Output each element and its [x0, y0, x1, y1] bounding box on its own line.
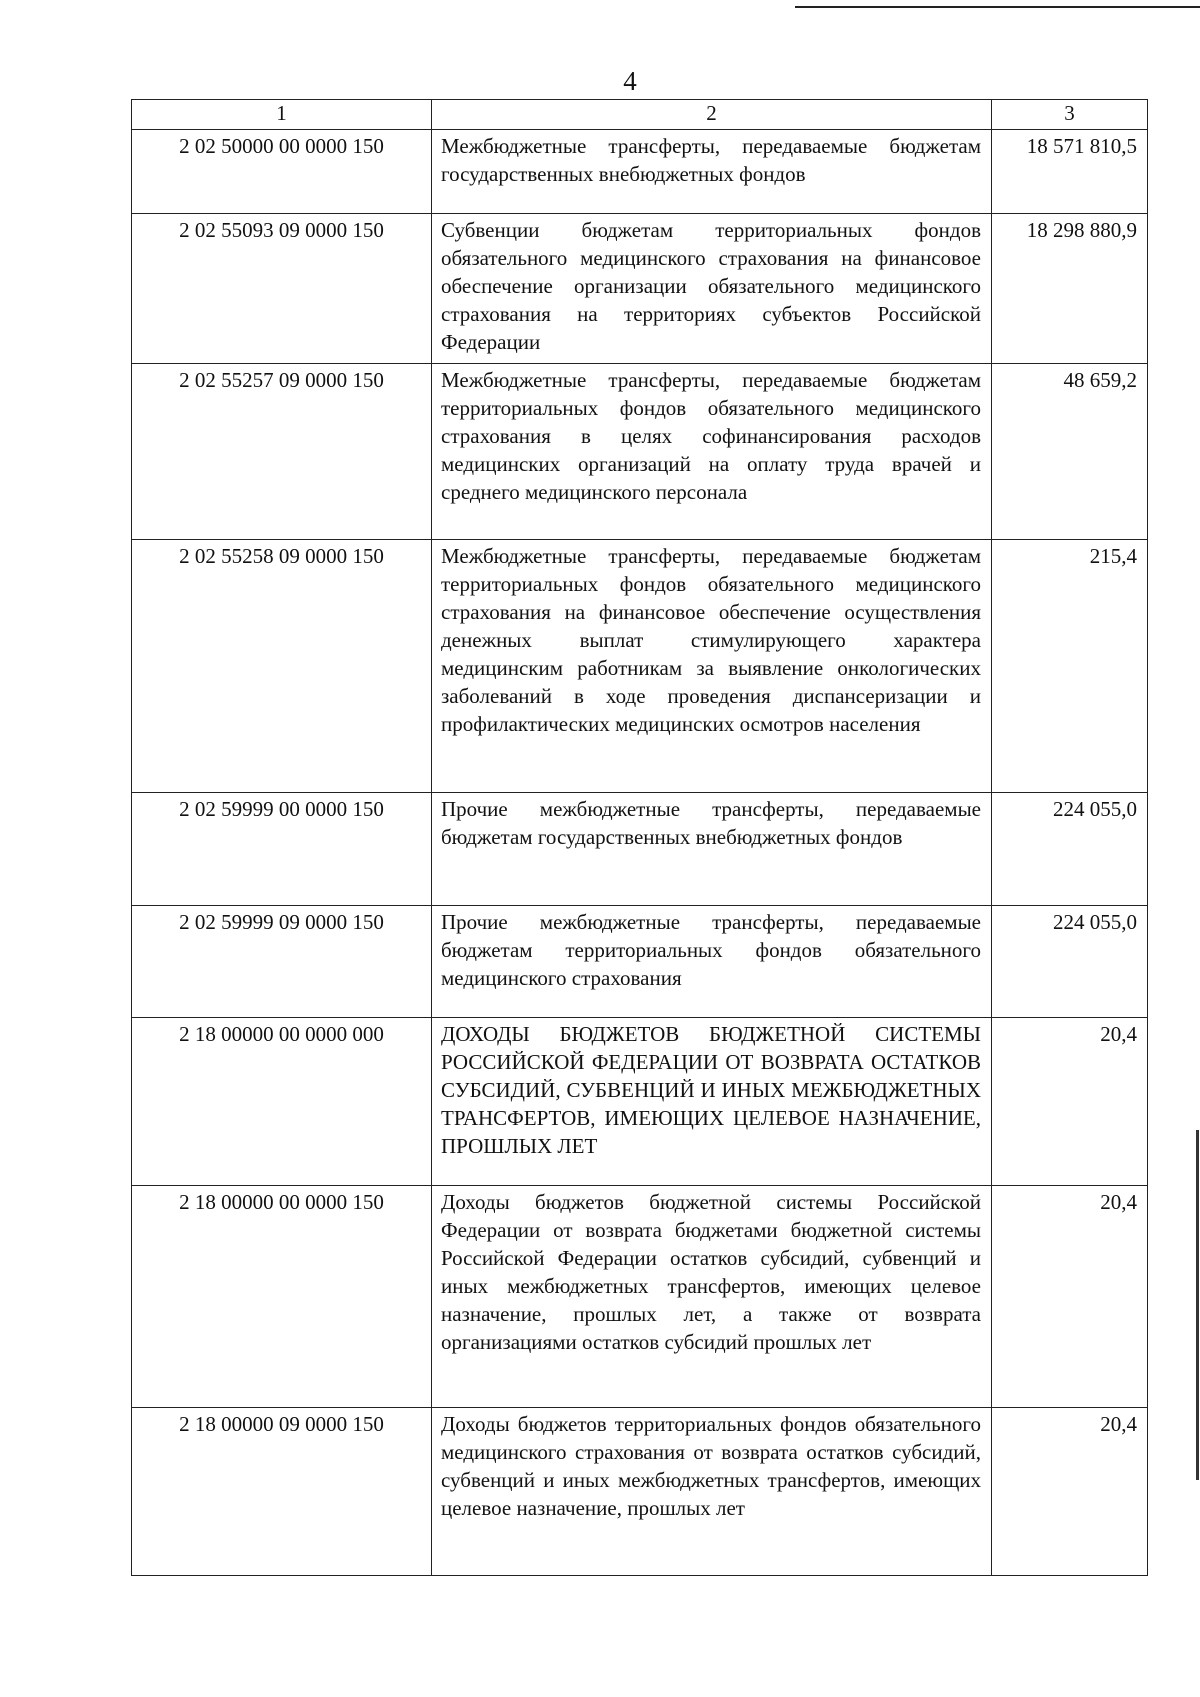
row-code: 2 18 00000 09 0000 150	[132, 1408, 432, 1576]
row-code: 2 02 55257 09 0000 150	[132, 364, 432, 540]
row-code: 2 02 55093 09 0000 150	[132, 214, 432, 364]
budget-table	[131, 99, 1148, 1576]
right-edge-rule	[1196, 1130, 1199, 1480]
table-row	[132, 1186, 1148, 1408]
row-amount: 20,4	[992, 1018, 1148, 1186]
row-amount: 224 055,0	[992, 793, 1148, 906]
row-code: 2 18 00000 00 0000 150	[132, 1186, 432, 1408]
table-row	[132, 540, 1148, 793]
table-header-row	[132, 100, 1148, 130]
row-amount: 224 055,0	[992, 906, 1148, 1018]
row-description: Прочие межбюджетные трансферты, передаваемые бюджетам государственных внебюджетных фондов	[432, 793, 992, 906]
row-description: Доходы бюджетов территориальных фондов обязательного медицинского страхования от возврата остатков субсидий, субвенций и иных межбюджетных трансфертов, имеющих целевое назначение, прошлых лет	[432, 1408, 992, 1576]
row-amount: 48 659,2	[992, 364, 1148, 540]
row-code: 2 18 00000 00 0000 000	[132, 1018, 432, 1186]
row-amount: 20,4	[992, 1186, 1148, 1408]
column-header-1: 1	[132, 100, 432, 130]
column-header-3: 3	[992, 100, 1148, 130]
row-code: 2 02 50000 00 0000 150	[132, 130, 432, 214]
table-row	[132, 1408, 1148, 1576]
page-number: 4	[623, 66, 637, 96]
top-edge-rule	[795, 6, 1200, 8]
table-row	[132, 364, 1148, 540]
row-code: 2 02 59999 09 0000 150	[132, 906, 432, 1018]
table-row	[132, 130, 1148, 214]
row-amount: 18 298 880,9	[992, 214, 1148, 364]
row-amount: 18 571 810,5	[992, 130, 1148, 214]
table-row	[132, 906, 1148, 1018]
row-description: ДОХОДЫ БЮДЖЕТОВ БЮДЖЕТНОЙ СИСТЕМЫ РОССИЙСКОЙ ФЕДЕРАЦИИ ОТ ВОЗВРАТА ОСТАТКОВ СУБСИДИЙ, СУБВЕНЦИЙ И ИНЫХ МЕЖБЮДЖЕТНЫХ ТРАНСФЕРТОВ, ИМЕЮЩИХ ЦЕЛЕВОЕ НАЗНАЧЕНИЕ, ПРОШЛЫХ ЛЕТ	[432, 1018, 992, 1186]
row-amount: 20,4	[992, 1408, 1148, 1576]
row-code: 2 02 59999 00 0000 150	[132, 793, 432, 906]
table-row	[132, 1018, 1148, 1186]
row-description: Межбюджетные трансферты, передаваемые бюджетам государственных внебюджетных фондов	[432, 130, 992, 214]
row-amount: 215,4	[992, 540, 1148, 793]
table-row	[132, 214, 1148, 364]
column-header-2: 2	[432, 100, 992, 130]
row-description: Межбюджетные трансферты, передаваемые бюджетам территориальных фондов обязательного медицинского страхования в целях софинансирования расходов медицинских организаций на оплату труда врачей и среднего медицинского персонала	[432, 364, 992, 540]
table-row	[132, 793, 1148, 906]
row-code: 2 02 55258 09 0000 150	[132, 540, 432, 793]
row-description: Доходы бюджетов бюджетной системы Российской Федерации от возврата бюджетами бюджетной системы Российской Федерации остатков субсидий, субвенций и иных межбюджетных трансфертов, имеющих целевое назначение, прошлых лет, а также от возврата организациями остатков субсидий прошлых лет	[432, 1186, 992, 1408]
row-description: Прочие межбюджетные трансферты, передаваемые бюджетам территориальных фондов обязательного медицинского страхования	[432, 906, 992, 1018]
row-description: Субвенции бюджетам территориальных фондов обязательного медицинского страхования на финансовое обеспечение организации обязательного медицинского страхования на территориях субъектов Российской Федерации	[432, 214, 992, 364]
row-description: Межбюджетные трансферты, передаваемые бюджетам территориальных фондов обязательного медицинского страхования на финансовое обеспечение осуществления денежных выплат стимулирующего характера медицинским работникам за выявление онкологических заболеваний в ходе проведения диспансеризации и профилактических медицинских осмотров населения	[432, 540, 992, 793]
